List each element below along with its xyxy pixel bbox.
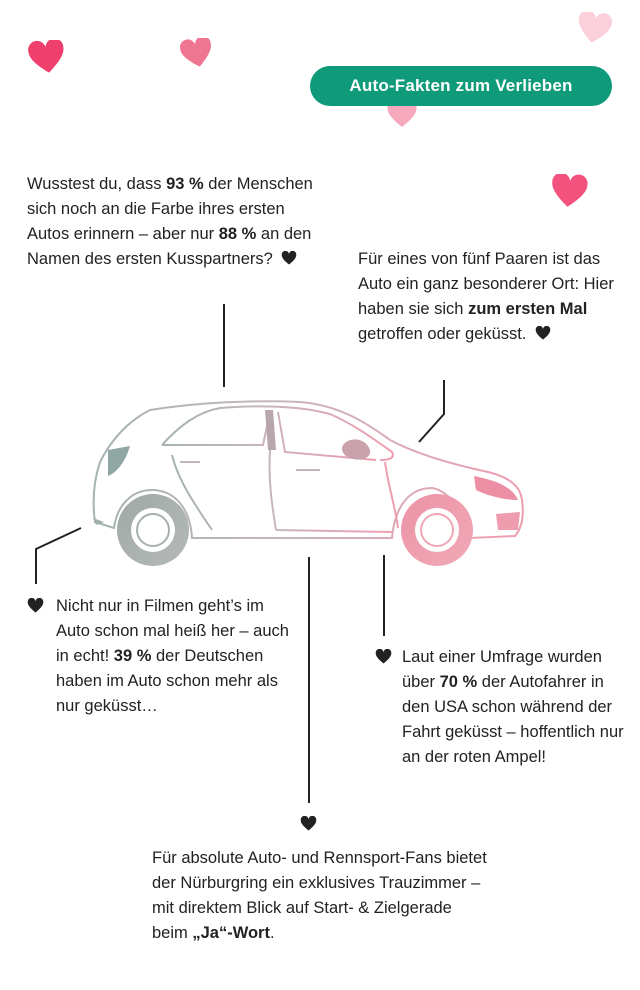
- fact-usa-survey: Laut einer Umfrage wurden über 70 % der Autofahrer in den USA schon während der Fahrt geküsst – hoffentlich nur an der roten Ampel!: [402, 648, 624, 766]
- connector-line-3: [36, 528, 81, 584]
- car-door-line: [172, 450, 398, 532]
- connector-line-2: [419, 380, 444, 442]
- fact-movies: Nicht nur in Filmen geht’s im Auto schon mal heiß her – auch in echt! 39 % der Deutschen haben im Auto schon mehr als nur geküsst…: [56, 597, 289, 715]
- title-badge-label: Auto-Fakten zum Verlieben: [349, 76, 573, 95]
- heart-icon: [535, 326, 551, 340]
- heart-icon: [300, 816, 317, 831]
- fact-first-meeting: Für eines von fünf Paaren ist das Auto ein ganz besonderer Ort: Hier haben sie sich zum ersten Mal getroffen oder geküsst.: [358, 250, 614, 343]
- heart-icon: [27, 598, 44, 613]
- heart-icon: [281, 251, 297, 265]
- car-headlight: [474, 476, 518, 500]
- heart-icon: [375, 649, 392, 664]
- car-rear-light: [108, 446, 130, 476]
- fact-first-car-color: Wusstest du, dass 93 % der Menschen sich noch an die Farbe ihres ersten Autos erinnern – aber nur 88 % an den Namen des ersten Kusspartners?: [27, 175, 313, 268]
- car-pillar: [265, 410, 276, 450]
- fact-nuerburgring: Für absolute Auto- und Rennsport-Fans bietet der Nürburgring ein exklusives Trauzimmer – mit direktem Blick auf Start- & Zielgerade beim „Ja“-Wort.: [152, 849, 487, 942]
